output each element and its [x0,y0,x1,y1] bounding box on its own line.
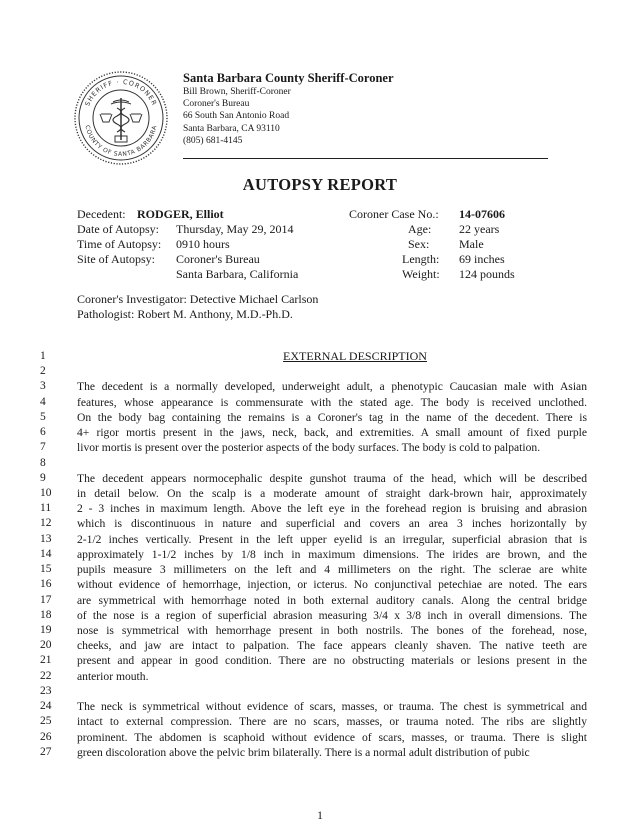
line-number: 24 [40,700,52,713]
report-text-line: green discoloration above the pelvic brim bilaterally. There is a normal adult distribution of pubic [77,745,530,759]
line-number: 17 [40,593,52,606]
report-title: AUTOPSY REPORT [242,175,398,194]
line-number: 11 [40,502,52,515]
report-text-line: which is discontinuous in nature and superficial and covers an area 3 inches horizontally by [77,517,587,531]
line-number: 4 [40,395,46,408]
sex-label: Sex: [408,237,430,251]
case-value: 14-07606 [459,207,505,221]
line-number: 15 [40,563,52,576]
site-value-1: Coroner's Bureau [176,252,260,266]
agency-line: Coroner's Bureau [183,99,250,110]
report-text-line: intact to external compression. There are no scars, masses, or trauma noted. The ribs are slightly [77,715,587,729]
agency-line: Bill Brown, Sheriff-Coroner [183,87,291,97]
report-text-line: features, whose appearance is commensurate with the stated age. The body is received unclothed. [77,395,587,409]
line-number: 3 [40,380,46,393]
report-text-line: The decedent appears normocephalic despite gunshot trauma of the head, which will be described [77,471,587,485]
line-number: 20 [40,639,52,652]
line-number: 14 [40,547,52,560]
agency-line: 66 South San Antonio Road [183,111,290,122]
report-text-line: The neck is symmetrical without evidence of scars, masses, or trauma. The chest is symmetrical and [77,700,587,714]
report-text-line: are symmetrical with hemorrhage noted in both external auditory canals. Along the central bridge [77,593,587,607]
agency-block [183,71,394,147]
age-label: Age: [408,222,432,236]
line-number: 22 [40,669,52,682]
line-number: 27 [40,745,52,758]
line-number: 9 [40,471,46,484]
line-number: 7 [40,441,46,454]
report-text-line: livor mortis is present over the posterior aspects of the body surfaces. The body is cold to palpation. [77,441,541,455]
agency-name: Santa Barbara County Sheriff-Coroner [183,71,394,85]
length-value: 69 inches [459,252,505,266]
line-number: 2 [40,365,46,378]
sex-value: Male [459,237,484,251]
site-label: Site of Autopsy: [77,252,156,266]
agency-line: (805) 681-4145 [183,135,243,146]
line-number: 18 [40,608,52,621]
report-text-line: prominent. The abdomen is scaphoid without evidence of scars, masses, or trauma. There is slight [77,730,587,744]
report-text-line: without evidence of hemorrhage, injection, or icterus. No conjunctival petechiae are noted. The ears [77,578,587,592]
decedent-value: RODGER, Elliot [137,207,224,221]
agency-line: Santa Barbara, CA 93110 [183,123,280,134]
investigator-line: Coroner's Investigator: Detective Michael Carlson [77,292,319,306]
decedent-label: Decedent: [77,207,126,221]
line-number: 13 [40,532,52,545]
section-title: EXTERNAL DESCRIPTION [283,349,427,363]
date-label: Date of Autopsy: [77,222,159,236]
report-text-line: pupils measure 3 millimeters on the left and 4 millimeters on the right. The sclerae are white [77,563,587,577]
line-number: 5 [40,410,46,423]
report-text-line: of the nose is a region of superficial abrasion measuring 3/4 x 3/8 inch in overall dimensions. The [77,608,587,622]
county-seal-icon [73,70,169,166]
line-number: 25 [40,715,52,728]
report-text-line: nose is symmetrical with hemorrhage present in both nostrils. The bones of the forehead, nose, [77,623,587,637]
site-value-2: Santa Barbara, California [176,267,299,281]
line-number: 26 [40,730,52,743]
line-number: 6 [40,426,46,439]
report-text-line: approximately 1-1/2 inches by 1/8 inch in maximum dimensions. The irides are brown, and the [77,547,587,561]
report-text-line: cheeks, and jaw are intact to palpation. The face appears cleanly shaven. The native teeth are [77,639,587,653]
report-text-line: 2-1/2 inches vertically. Present in the left upper eyelid is an irregular, superficial abrasion that is [77,532,587,546]
line-number: 23 [40,684,52,697]
line-number: 12 [40,517,52,530]
line-number: 1 [40,350,46,362]
weight-label: Weight: [402,267,440,281]
length-label: Length: [402,252,440,266]
line-number: 19 [40,623,52,636]
report-text-line: present and appear in good condition. There are no obstructing materials or lesions present in the [77,654,587,668]
report-text-line: On the body bag containing the remains is a Coroner's tag in the name of the decedent. There is [77,410,587,424]
line-number: 16 [40,578,52,591]
page-number: 1 [317,808,323,822]
line-number: 8 [40,456,46,469]
report-text-line: in detail below. On the scalp is a moderate amount of straight dark-brown hair, approximately [77,486,587,500]
header-divider [183,158,548,159]
time-label: Time of Autopsy: [77,237,162,251]
line-number: 21 [40,654,52,667]
pathologist-line: Pathologist: Robert M. Anthony, M.D.-Ph.D. [77,307,293,321]
seal-top-text: SHERIFF · CORONER [83,77,159,108]
line-number: 10 [40,486,52,499]
seal-bottom-text: COUNTY OF SANTA BARBARA [83,124,159,159]
age-value: 22 years [459,222,500,236]
date-value: Thursday, May 29, 2014 [176,222,294,236]
report-text-line: 2 - 3 inches in maximum length. Above the left eye in the forehead region is bruising and abrasion [77,502,587,516]
weight-value: 124 pounds [459,267,515,281]
case-label: Coroner Case No.: [349,207,439,221]
time-value: 0910 hours [176,237,230,251]
report-text-line: 4+ rigor mortis present in the jaws, neck, back, and extremities. A small amount of fixed purple [77,426,587,440]
report-text-line: anterior mouth. [77,669,149,683]
report-text-line: The decedent is a normally developed, underweight adult, a phenotypic Caucasian male with Asian [77,380,587,394]
